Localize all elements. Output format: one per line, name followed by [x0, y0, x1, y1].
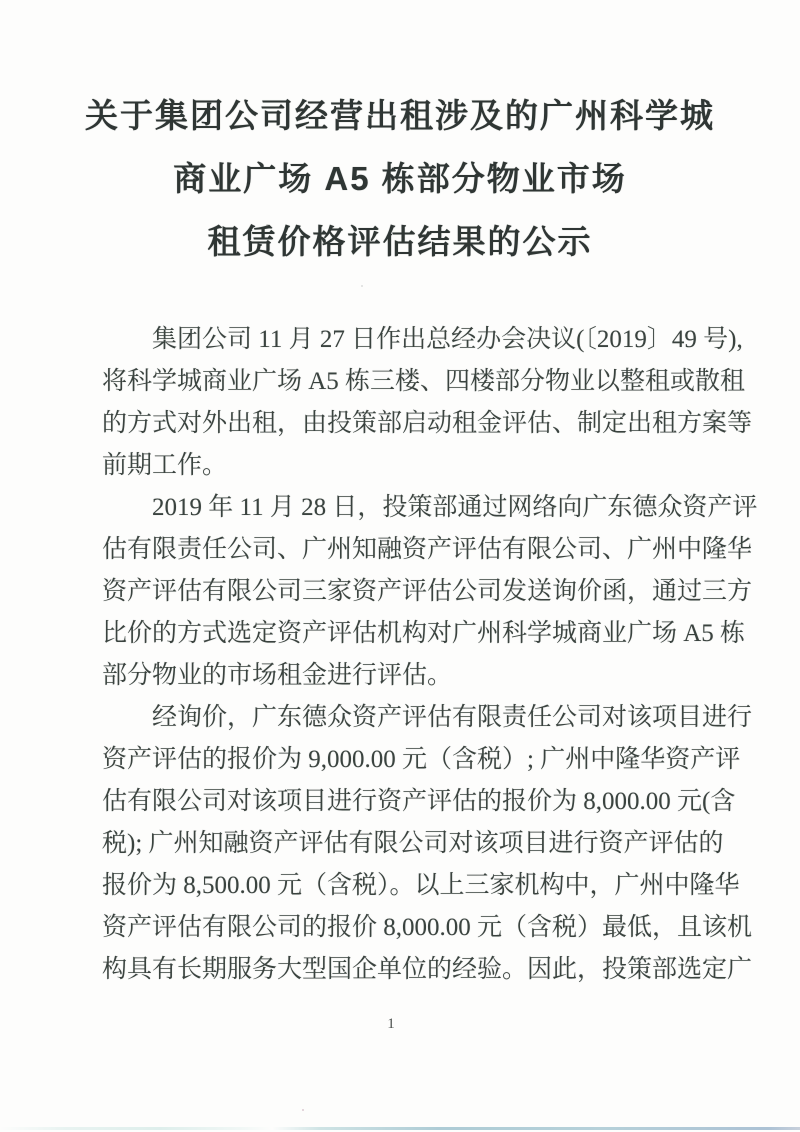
- text-line: 构具有长期服务大型国企单位的经验。因此，投策部选定广: [102, 956, 753, 983]
- text-line: 估有限责任公司、广州知融资产评估有限公司、广州中隆华: [102, 536, 753, 563]
- text-line: 比价的方式选定资产评估机构对广州科学城商业广场 A5 栋: [102, 620, 746, 647]
- document-title: [0, 0, 800, 273]
- scan-speck: [361, 285, 363, 287]
- document-body: [102, 319, 758, 991]
- paragraph: [102, 487, 758, 697]
- scan-edge-artifact: [0, 1127, 800, 1130]
- text-line: 2019 年 11 月 28 日，投策部通过网络向广东德众资产评: [152, 494, 758, 521]
- text-line: 集团公司 11 月 27 日作出总经办会决议(〔2019〕49 号),: [152, 326, 743, 353]
- title-line: 商业广场 A5 栋部分物业市场: [173, 160, 627, 197]
- text-line: 资产评估有限公司三家资产评估公司发送询价函，通过三方: [102, 578, 753, 605]
- text-line: 部分物业的市场租金进行评估。: [102, 662, 453, 689]
- text-line: 前期工作。: [102, 452, 228, 479]
- text-line: 资产评估有限公司的报价 8,000.00 元（含税）最低，且该机: [102, 914, 753, 941]
- title-line: 关于集团公司经营出租涉及的广州科学城: [85, 97, 715, 134]
- text-line: 估有限公司对该项目进行资产评估的报价为 8,000.00 元(含: [102, 788, 736, 815]
- scan-speck: [302, 1109, 304, 1111]
- text-line: 报价为 8,500.00 元（含税）。以上三家机构中，广州中隆华: [102, 872, 740, 899]
- title-line: 租赁价格评估结果的公示: [207, 223, 593, 260]
- paragraph: [102, 697, 753, 991]
- scan-speck: [266, 224, 269, 227]
- paragraph: [102, 319, 753, 487]
- text-line: 将科学城商业广场 A5 栋三楼、四楼部分物业以整租或散租: [102, 368, 746, 395]
- text-line: 经询价，广东德众资产评估有限责任公司对该项目进行: [152, 704, 753, 731]
- page-number: 1: [387, 1016, 395, 1032]
- text-line: 资产评估的报价为 9,000.00 元（含税）; 广州中隆华资产评: [102, 746, 741, 773]
- text-line: 税); 广州知融资产评估有限公司对该项目进行资产评估的: [102, 830, 724, 857]
- text-line: 的方式对外出租，由投策部启动租金评估、制定出租方案等: [102, 410, 753, 437]
